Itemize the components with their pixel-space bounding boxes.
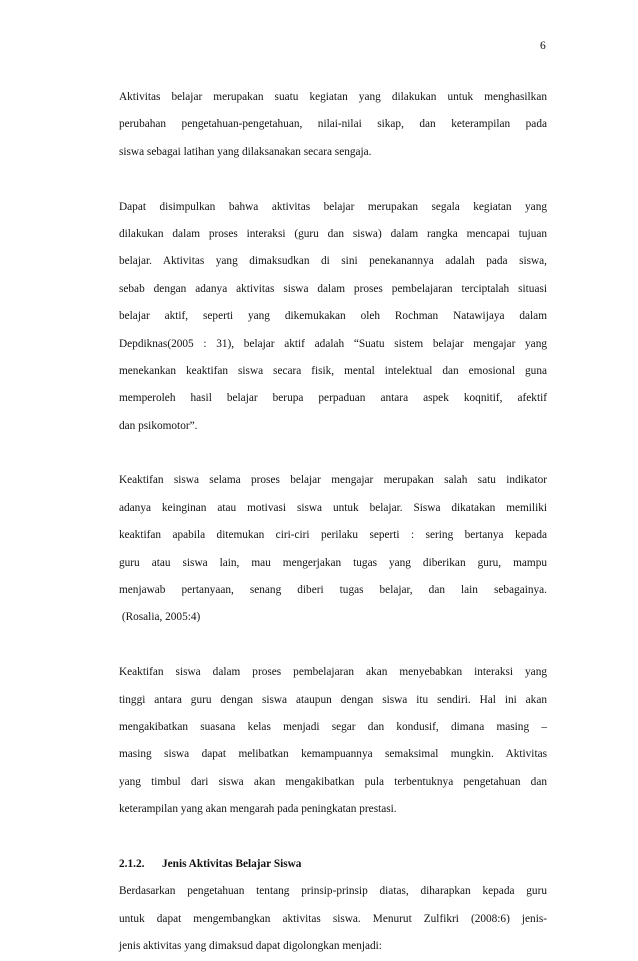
paragraph-gap — [119, 632, 547, 659]
paragraph-line: adanya keinginan atau motivasi siswa untuk belajar. Siswa dikatakan memiliki — [119, 501, 547, 514]
paragraph-1 — [119, 84, 547, 166]
citation-line: (Rosalia, 2005:4) — [119, 611, 201, 624]
paragraph-line: menjawab pertanyaan, senang diberi tugas belajar, dan lain sebagainya. — [119, 584, 547, 597]
paragraph-gap — [119, 824, 547, 851]
paragraph-line: Keaktifan siswa dalam proses pembelajaran akan menyebabkan interaksi yang — [119, 666, 547, 679]
paragraph-line: tinggi antara guru dengan siswa ataupun dengan siswa itu sendiri. Hal ini akan — [119, 693, 547, 706]
paragraph-line: dan psikomotor”. — [119, 419, 198, 432]
paragraph-line: jenis aktivitas yang dimaksud dapat digolongkan menjadi: — [119, 940, 382, 953]
paragraph-line: belajar. Aktivitas yang dimaksudkan di sini penekanannya adalah pada siswa, — [119, 255, 547, 268]
paragraph-gap — [119, 166, 547, 193]
paragraph-3 — [119, 467, 547, 631]
paragraph-line: untuk dapat mengembangkan aktivitas siswa. Menurut Zulfikri (2008:6) jenis- — [119, 912, 547, 925]
paragraph-gap — [119, 440, 547, 467]
paragraph-line: masing siswa dapat melibatkan kemampuannya semaksimal mungkin. Aktivitas — [119, 748, 547, 761]
paragraph-line: sebab dengan adanya aktivitas siswa dalam proses pembelajaran terciptalah situasi — [119, 282, 547, 295]
paragraph-line: Berdasarkan pengetahuan tentang prinsip-prinsip diatas, diharapkan kepada guru — [119, 885, 547, 898]
paragraph-line: dilakukan dalam proses interaksi (guru dan siswa) dalam rangka mencapai tujuan — [119, 227, 547, 240]
paragraph-line: Aktivitas belajar merupakan suatu kegiatan yang dilakukan untuk menghasilkan — [119, 91, 547, 103]
paragraph-line: memperoleh hasil belajar berupa perpaduan antara aspek koqnitif, afektif — [119, 392, 547, 405]
section-number: 2.1.2. — [119, 857, 145, 870]
section-heading — [119, 851, 547, 878]
paragraph-line: Depdiknas(2005 : 31), belajar aktif adalah “Suatu sistem belajar mengajar yang — [119, 337, 547, 350]
page-number: 6 — [540, 40, 546, 52]
paragraph-line: guru atau siswa lain, mau mengerjakan tugas yang diberikan guru, mampu — [119, 556, 547, 569]
paragraph-line: belajar aktif, seperti yang dikemukakan oleh Rochman Natawijaya dalam — [119, 310, 547, 323]
paragraph-line: perubahan pengetahuan-pengetahuan, nilai-nilai sikap, dan keterampilan pada — [119, 118, 547, 131]
paragraph-line: mengakibatkan suasana kelas menjadi segar dan kondusif, dimana masing – — [119, 720, 547, 733]
paragraph-4 — [119, 659, 547, 823]
paragraph-line: siswa sebagai latihan yang dilaksanakan secara sengaja. — [119, 145, 372, 158]
paragraph-line: Dapat disimpulkan bahwa aktivitas belajar merupakan segala kegiatan yang — [119, 200, 547, 213]
paragraph-line: keaktifan apabila ditemukan ciri-ciri perilaku seperti : sering bertanya kepada — [119, 529, 547, 542]
paragraph-line: Keaktifan siswa selama proses belajar mengajar merupakan salah satu indikator — [119, 474, 547, 487]
paragraph-2 — [119, 194, 547, 441]
paragraph-line: keterampilan yang akan mengarah pada peningkatan prestasi. — [119, 803, 397, 816]
section-paragraph — [119, 878, 547, 960]
paragraph-line: yang timbul dari siswa akan mengakibatkan pula terbentuknya pengetahuan dan — [119, 775, 547, 788]
paragraph-line: menekankan keaktifan siswa secara fisik, mental intelektual dan emosional guna — [119, 364, 547, 377]
section-title: Jenis Aktivitas Belajar Siswa — [162, 857, 302, 870]
document-body — [119, 84, 547, 961]
